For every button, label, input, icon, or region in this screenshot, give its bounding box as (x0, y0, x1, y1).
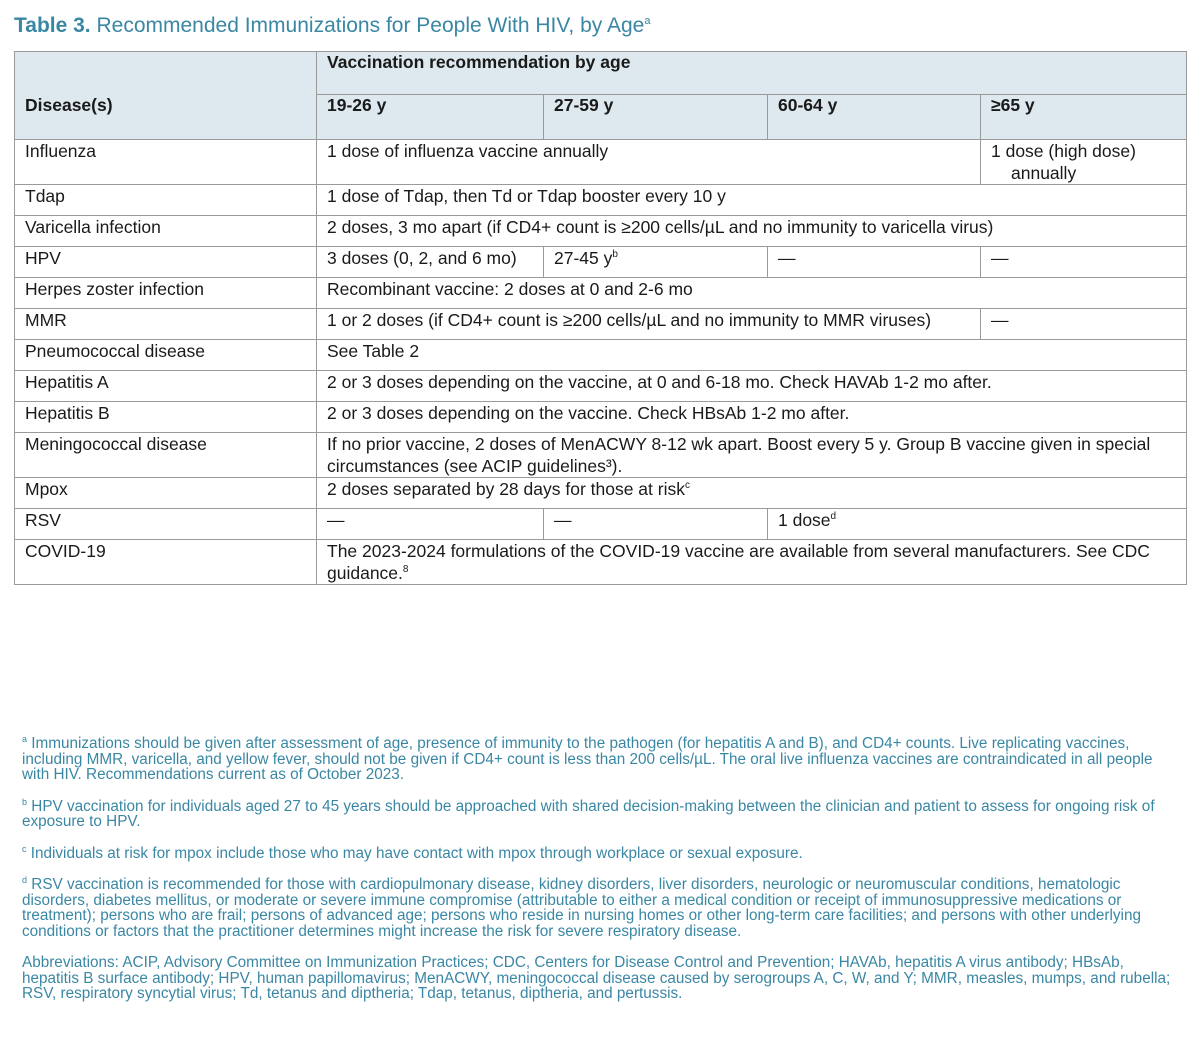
disease-cell: MMR (15, 309, 317, 340)
recommendation-cell: 1 dose of influenza vaccine annually (317, 140, 981, 185)
table-row (15, 278, 1187, 309)
recommendation-cell: — (981, 247, 1187, 278)
footnotes (22, 733, 1182, 1018)
table-row (15, 478, 1187, 509)
title-footnote-mark: a (644, 15, 651, 27)
footnote-b (22, 796, 1182, 830)
footnote-text: Immunizations should be given after assessment of age, presence of immunity to the pathogen (for hepatitis A and B), and CD4+ counts. Live replicating vaccines, including MMR, varicella, and yellow fever, should not be given if CD4+ count is less than 200 cells/µL. The oral live influenza vaccines are contraindicated in all people with HIV. Recommendations current as of October 2023. (22, 735, 1153, 783)
table-row (15, 540, 1187, 585)
header-group-label: Vaccination recommendation by age (317, 52, 1187, 95)
footnote-mark: b (612, 249, 618, 261)
recommendation-cell: 1 dose of Tdap, then Td or Tdap booster every 10 y (317, 185, 1187, 216)
footnote-a (22, 733, 1182, 783)
recommendation-text: 27-45 y (554, 248, 613, 268)
recommendation-cell (768, 509, 1187, 540)
header-disease: Disease(s) (15, 95, 317, 140)
recommendation-cell: 2 doses, 3 mo apart (if CD4+ count is ≥200 cells/µL and no immunity to varicella virus) (317, 216, 1187, 247)
footnote-text: Individuals at risk for mpox include those who may have contact with mpox through workplace or sexual exposure. (26, 844, 803, 862)
recommendation-text: 1 dose (778, 510, 831, 530)
table-row (15, 216, 1187, 247)
header-row-ages (15, 95, 1187, 140)
table-row (15, 247, 1187, 278)
recommendation-cell: If no prior vaccine, 2 doses of MenACWY 8-12 wk apart. Boost every 5 y. Group B vaccine given in special circumstances (see ACIP guidelines³). (317, 433, 1187, 478)
table-row (15, 340, 1187, 371)
header-blank (15, 52, 317, 95)
table-row (15, 309, 1187, 340)
header-age-27-59: 27-59 y (544, 95, 768, 140)
recommendation-cell: — (768, 247, 981, 278)
recommendation-cell (317, 540, 1187, 585)
recommendation-line: 1 dose (high dose) (991, 141, 1136, 161)
recommendation-line: annually (1011, 163, 1077, 183)
table-number: Table 3. (14, 14, 91, 37)
footnote-mark: 8 (402, 564, 409, 576)
recommendation-cell: — (981, 309, 1187, 340)
recommendation-cell (544, 247, 768, 278)
disease-cell: Varicella infection (15, 216, 317, 247)
disease-cell: Pneumococcal disease (15, 340, 317, 371)
table-row (15, 140, 1187, 185)
recommendation-text: The 2023-2024 formulations of the COVID-19 vaccine are available from several manufacturers. See CDC guidance. (327, 541, 1150, 583)
table-title-text: Recommended Immunizations for People With HIV, by Age (96, 14, 645, 37)
footnote-marker: b (22, 796, 28, 807)
disease-cell: Influenza (15, 140, 317, 185)
header-row-group (15, 52, 1187, 95)
table-row (15, 509, 1187, 540)
table-title (14, 14, 650, 38)
table-row (15, 185, 1187, 216)
recommendation-cell: 3 doses (0, 2, and 6 mo) (317, 247, 544, 278)
recommendation-cell: 2 or 3 doses depending on the vaccine. Check HBsAb 1-2 mo after. (317, 402, 1187, 433)
recommendation-cell: 2 or 3 doses depending on the vaccine, at 0 and 6-18 mo. Check HAVAb 1-2 mo after. (317, 371, 1187, 402)
recommendation-cell: 1 or 2 doses (if CD4+ count is ≥200 cells/µL and no immunity to MMR viruses) (317, 309, 981, 340)
recommendation-cell: Recombinant vaccine: 2 doses at 0 and 2-6 mo (317, 278, 1187, 309)
footnote-marker: d (22, 874, 28, 885)
abbreviations: Abbreviations: ACIP, Advisory Committee on Immunization Practices; CDC, Centers for Disease Control and Prevention; HAVAb, hepatitis A virus antibody; HBsAb, hepatitis B surface antibody; HPV, human papillomavirus; MenACWY, meningococcal disease caused by serogroups A, C, W, and Y; MMR, measles, mumps, and rubella; RSV, respiratory syncytial virus; Td, tetanus and diptheria; Tdap, tetanus, diptheria, and pertussis. (22, 954, 1171, 1002)
table-row (15, 433, 1187, 478)
table-row (15, 371, 1187, 402)
header-age-60-64: 60-64 y (768, 95, 981, 140)
disease-cell: Hepatitis B (15, 402, 317, 433)
header-age-19-26: 19-26 y (317, 95, 544, 140)
recommendation-cell (317, 478, 1187, 509)
recommendation-cell: — (544, 509, 768, 540)
disease-cell: RSV (15, 509, 317, 540)
footnote-text: HPV vaccination for individuals aged 27 to 45 years should be approached with shared decision-making between the clinician and patient to assess for ongoing risk of exposure to HPV. (22, 797, 1155, 830)
footnote-mark: d (830, 511, 837, 523)
footnote-c (22, 843, 1182, 862)
footnote-marker: a (22, 733, 28, 744)
header-age-65-plus: ≥65 y (981, 95, 1187, 140)
disease-cell: COVID-19 (15, 540, 317, 585)
footnote-marker: c (22, 843, 27, 854)
recommendation-text: 2 doses separated by 28 days for those at risk (327, 479, 685, 499)
table-row (15, 402, 1187, 433)
disease-cell: Hepatitis A (15, 371, 317, 402)
disease-cell: HPV (15, 247, 317, 278)
disease-cell: Tdap (15, 185, 317, 216)
disease-cell: Meningococcal disease (15, 433, 317, 478)
recommendation-cell: — (317, 509, 544, 540)
recommendation-cell (981, 140, 1187, 185)
immunization-table (14, 51, 1187, 585)
footnote-mark: c (684, 480, 690, 492)
footnote-d (22, 874, 1182, 940)
disease-cell: Mpox (15, 478, 317, 509)
disease-cell: Herpes zoster infection (15, 278, 317, 309)
recommendation-cell: See Table 2 (317, 340, 1187, 371)
footnote-text: RSV vaccination is recommended for those with cardiopulmonary disease, kidney disorders, liver disorders, neurologic or neuromuscular conditions, hematologic disorders, diabetes mellitus, or moderate or severe immune compromise (attributable to either a medical condition or receipt of immunosuppressive medications or treatment); persons who are frail; persons of advanced age; persons who reside in nursing homes or other long-term care facilities; and persons with other underlying conditions or factors that the practitioner determines might increase the risk for severe respiratory disease. (22, 876, 1141, 940)
